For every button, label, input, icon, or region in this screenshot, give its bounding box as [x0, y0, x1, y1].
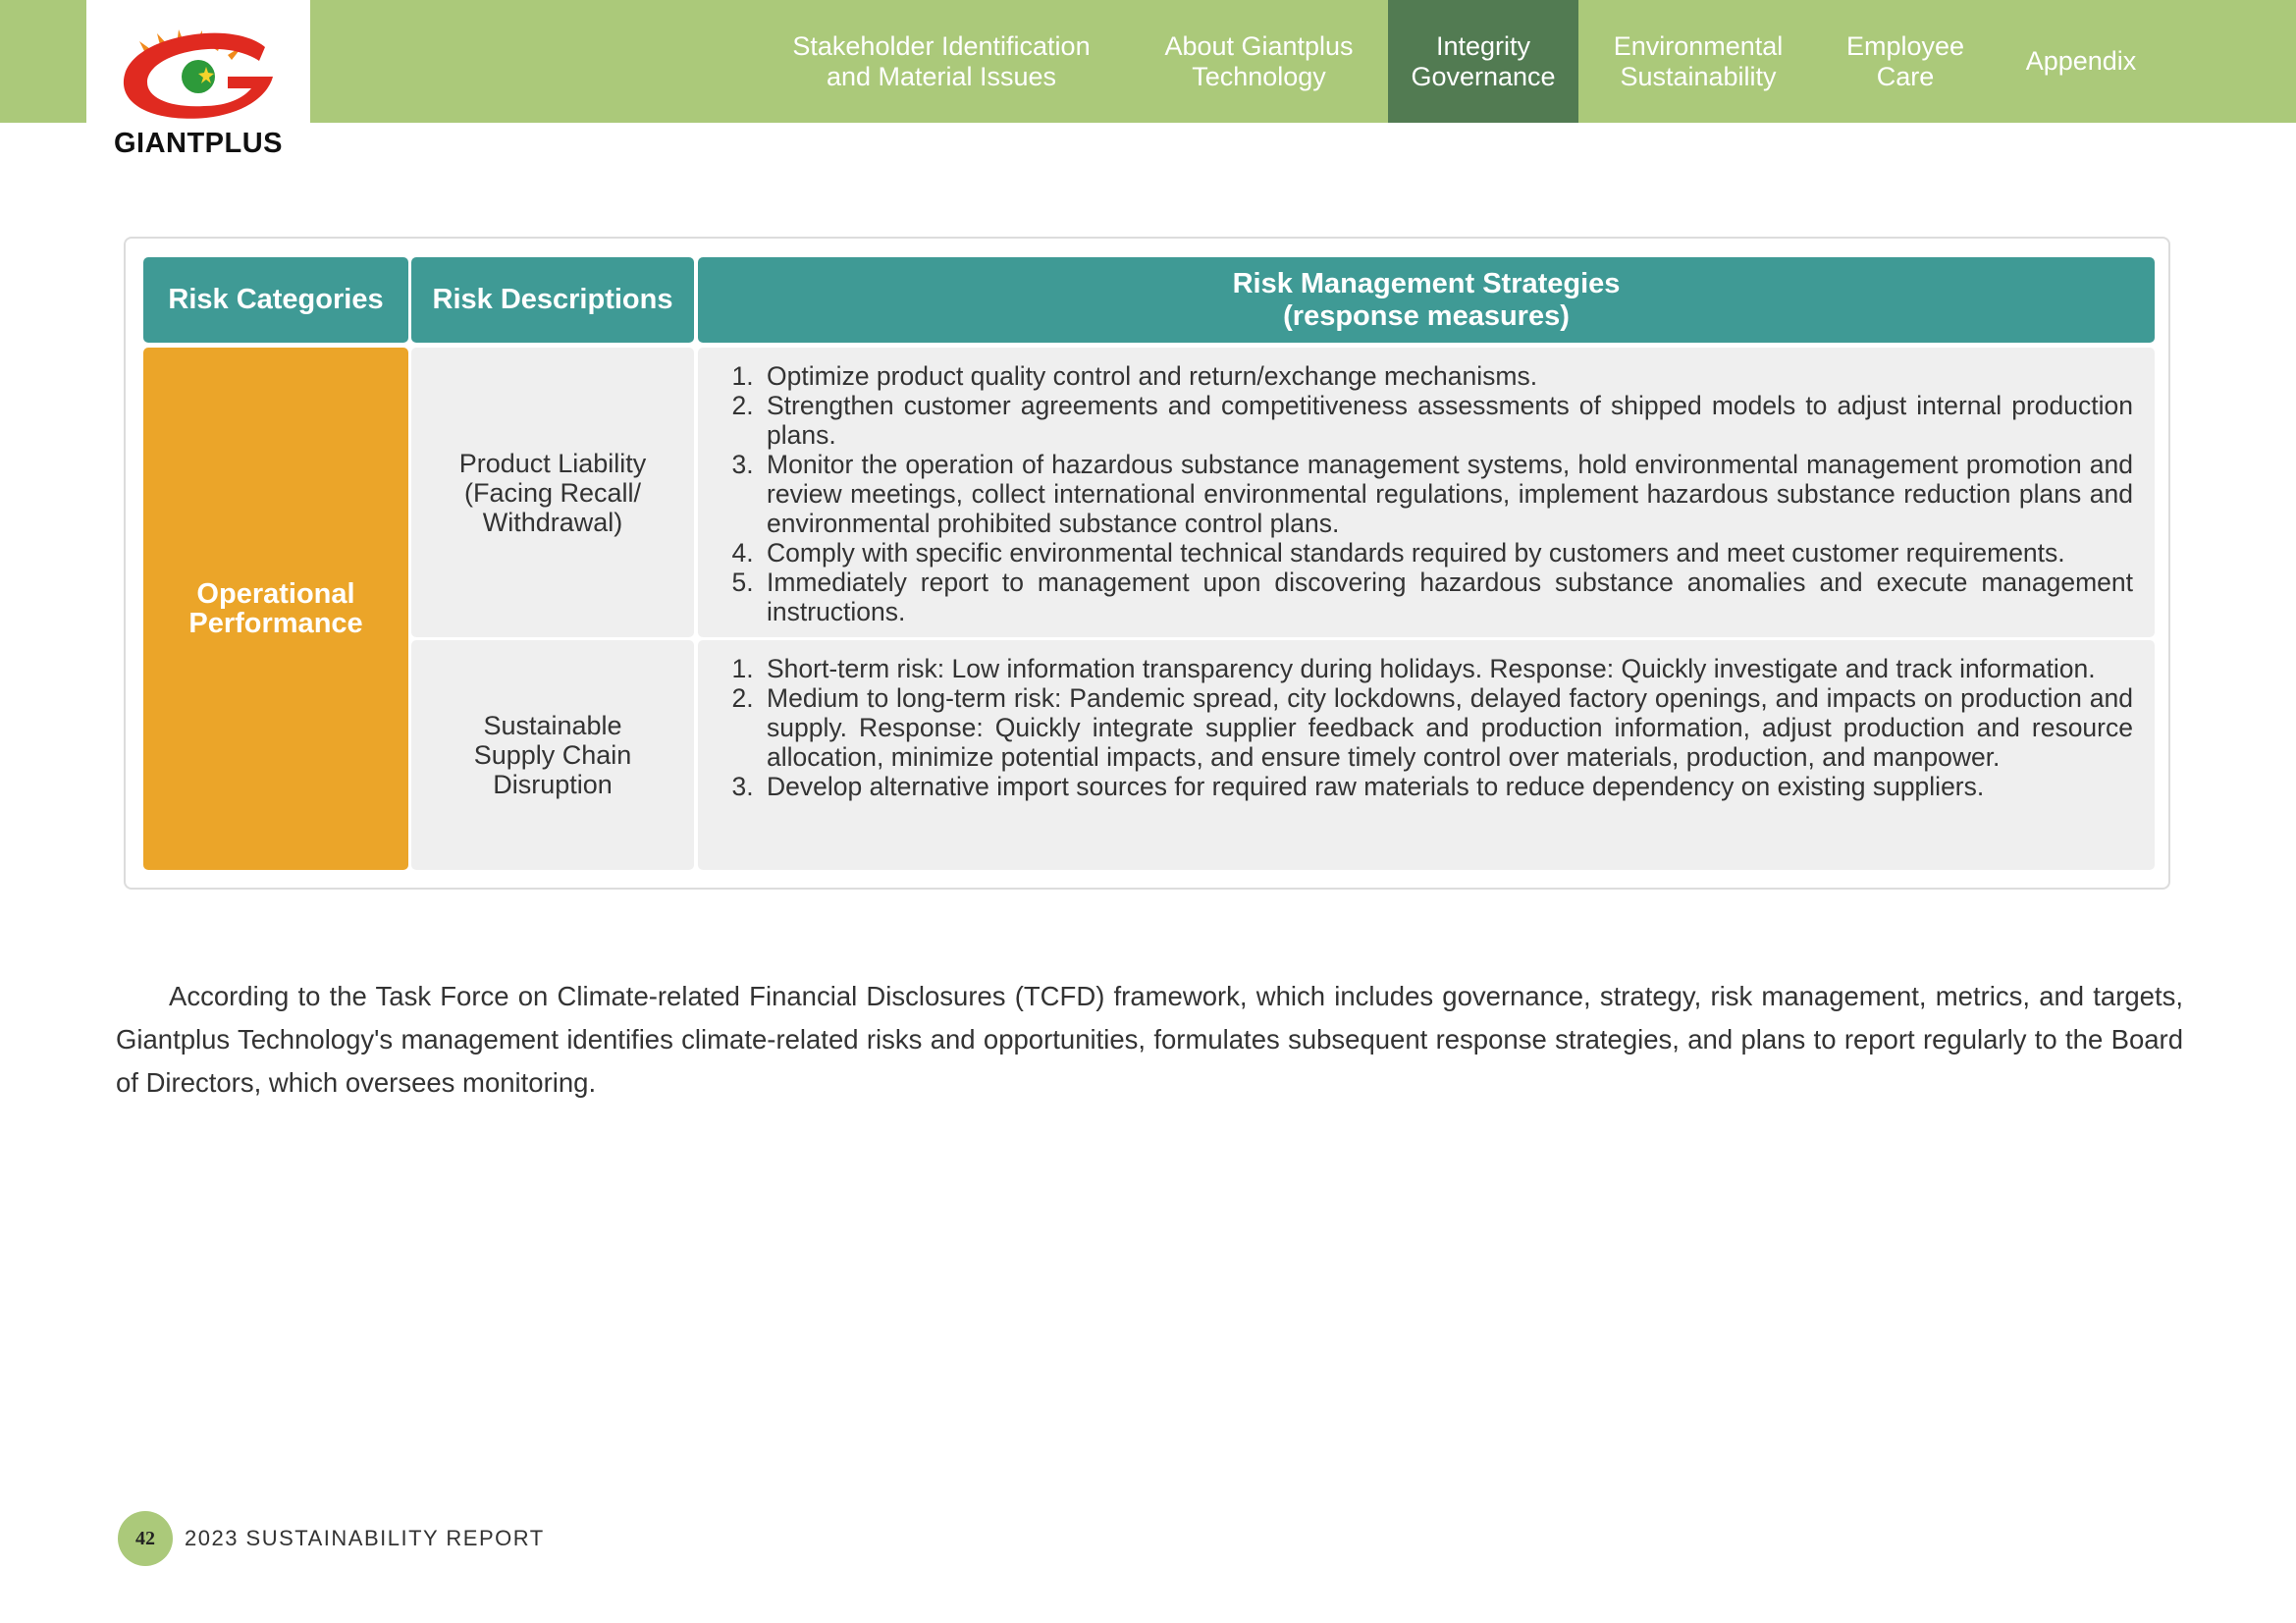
nav-tab-integrity-governance[interactable]: Integrity Governance: [1388, 0, 1578, 123]
page-number: 42: [118, 1511, 173, 1566]
report-title: 2023 SUSTAINABILITY REPORT: [185, 1526, 545, 1550]
strategy-item: 2. Strengthen customer agreements and competitiveness assessments of shipped models to adjust internal production plans.: [761, 391, 2133, 450]
nav-tab-about[interactable]: About Giantplus Technology: [1164, 30, 1354, 91]
header-risk-categories: Risk Categories: [143, 257, 408, 343]
nav-tab-stakeholder[interactable]: Stakeholder Identification and Material Issues: [792, 30, 1091, 91]
description-supply-chain: Sustainable Supply Chain Disruption: [411, 640, 694, 870]
description-product-liability: Product Liability (Facing Recall/ Withdrawal): [411, 348, 694, 637]
header-risk-descriptions: Risk Descriptions: [411, 257, 694, 343]
giantplus-logo-icon: [118, 27, 279, 124]
nav-tab-environmental[interactable]: Environmental Sustainability: [1613, 30, 1784, 91]
strategies-product-liability: [698, 348, 2155, 637]
category-operational-performance: Operational Performance: [143, 348, 408, 870]
tcfd-paragraph: According to the Task Force on Climate-related Financial Disclosures (TCFD) framework, which includes governance, strategy, risk management, metrics, and targets, Giantplus Technology's management identifies climate-related risks and opportunities, formulates subsequent response strategies, and plans to report regularly to the Board of Directors, which oversees monitoring.: [116, 980, 2183, 1098]
strategy-item: 5. Immediately report to management upon discovering hazardous substance anomalies and execute management instructions.: [761, 568, 2133, 626]
strategy-item: 4. Comply with specific environmental technical standards required by customers and meet customer requirements.: [761, 538, 2133, 568]
logo[interactable]: [86, 0, 310, 167]
strategies-supply-chain: [698, 640, 2155, 870]
strategy-item: 1. Optimize product quality control and return/exchange mechanisms.: [761, 361, 2133, 391]
strategy-item: 3. Monitor the operation of hazardous substance management systems, hold environmental management promotion and review meetings, collect international environmental regulations, implement hazardous substance reduction plans and environmental prohibited substance control plans.: [761, 450, 2133, 538]
nav-tab-employee-care[interactable]: Employee Care: [1845, 30, 1965, 91]
nav-tab-appendix[interactable]: Appendix: [2025, 46, 2137, 76]
strategy-item: 2. Medium to long-term risk: Pandemic spread, city lockdowns, delayed factory openings, and impacts on production and supply. Response: Quickly integrate supplier feedback and production information, adjust production and resource allocation, minimize potential impacts, and ensure timely control over materials, production, and manpower.: [761, 683, 2133, 772]
strategy-item: 3. Develop alternative import sources for required raw materials to reduce dependency on existing suppliers.: [761, 772, 2133, 801]
strategy-item: 1. Short-term risk: Low information transparency during holidays. Response: Quickly investigate and track information.: [761, 654, 2133, 683]
logo-wordmark: GIANTPLUS: [113, 128, 284, 159]
header-risk-strategies: Risk Management Strategies (response measures): [698, 257, 2155, 343]
